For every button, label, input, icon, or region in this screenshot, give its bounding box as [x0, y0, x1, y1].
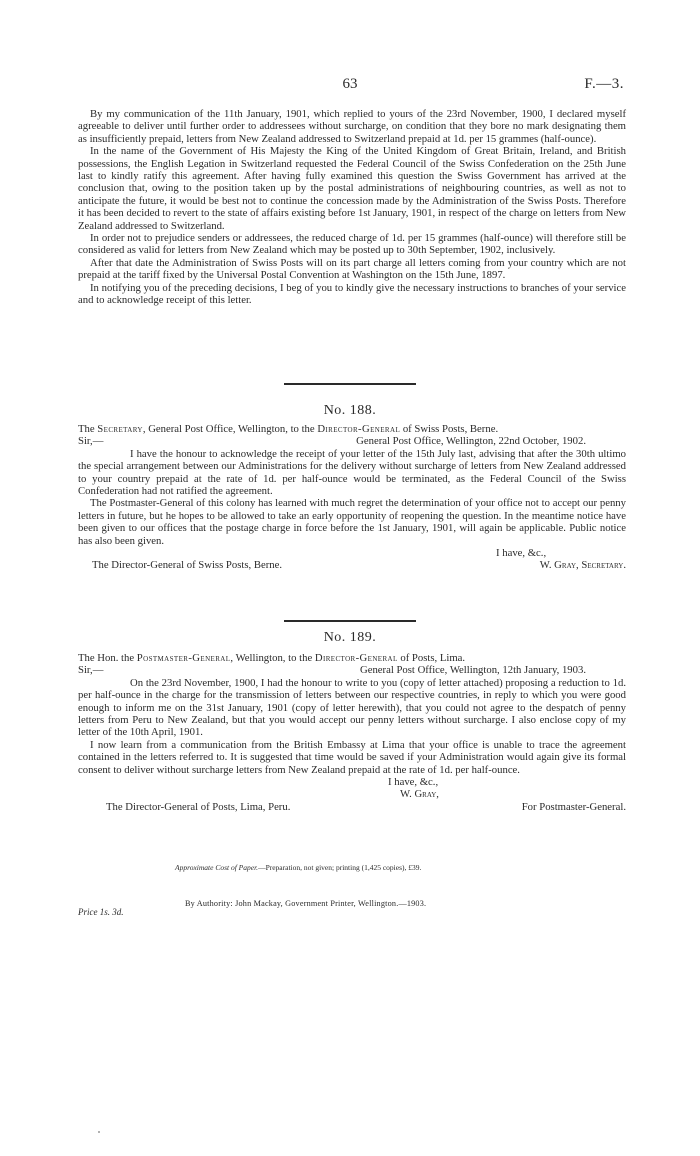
section-divider — [284, 383, 416, 385]
paragraph: On the 23rd November, 1900, I had the honour to write to you (copy of letter attached) proposing a reduction to 1d. per half-ounce in the charge for the transmission of letters between our respective countries, in reply to which you were good enough to inform me on the 31st January, 1901 (copy of letter herewith), that you could not agree to the despatch of penny letters from Peru to New Zealand, but that you would accept our penny letters without surcharge. I also enclose copy of my letter of the 10th April, 1901. — [78, 676, 626, 739]
paragraph: After that date the Administration of Swiss Posts will on its part charge all letters coming from your country which are not prepaid at the tariff fixed by the Universal Postal Convention at Washington on the 15th June, 1897. — [78, 256, 626, 282]
letter-address: The Secretary, General Post Office, Wellington, to the Director-General of Swiss Posts, Berne. — [78, 423, 499, 435]
salutation: Sir,— — [78, 664, 104, 677]
closing: I have, &c., — [388, 776, 439, 789]
paragraph: By my communication of the 11th January, 1901, which replied to yours of the 23rd November, 1900, I declared myself agreeable to deliver until further order to addressees without surcharge, on condition that they bore no mark designating them as insufficiently prepaid, letters from New Zealand addressed to Switzerland prepaid at 1d. per 15 grammes (half-ounce). — [78, 108, 626, 145]
paragraph: The Postmaster-General of this colony has learned with much regret the determination of your office not to accept our penny letters in future, but he hopes to be allowed to take an early opportunity of reopening the question. In the meantime notice have been given to our offices that the postage charge in force before the 1st January, 1901, will again be applicable. Public notice has also been given. — [78, 497, 626, 547]
section-divider — [284, 620, 416, 622]
salutation-line — [78, 435, 626, 447]
letter-188 — [78, 423, 626, 572]
recipient: The Director-General of Posts, Lima, Peru. — [106, 800, 291, 813]
printer-authority: By Authority: John Mackay, Government Printer, Wellington.—1903. — [185, 899, 427, 908]
paper-speck — [98, 1131, 100, 1133]
signature: W. Gray, Secretary. — [539, 559, 626, 572]
letter-number: No. 188. — [323, 403, 377, 418]
closing-line — [78, 776, 626, 788]
price: Price 1s. 3d. — [78, 907, 124, 917]
place-date: General Post Office, Wellington, 12th January, 1903. — [359, 664, 586, 677]
page-number: 63 — [342, 76, 358, 92]
signature-name-line — [78, 788, 626, 800]
paragraph: I now learn from a communication from the British Embassy at Lima that your office is unable to trace the agreement contained in the letters referred to. It is suggested that time would be saved if your Administration would again give its formal consent to deliver without surcharge letters from New Zealand prepaid at the rate of 1d. per half-ounce. — [78, 738, 626, 776]
recipient-line — [78, 559, 626, 571]
place-date: General Post Office, Wellington, 22nd October, 1902. — [356, 435, 586, 448]
recipient-line — [78, 801, 626, 813]
paragraph: In order not to prejudice senders or addressees, the reduced charge of 1d. per 15 grammes (half-ounce) will therefore still be considered as valid for letters from New Zealand which may be posted up to 30th September, 1902, inclusively. — [78, 232, 626, 257]
signature-role: For Postmaster-General. — [521, 800, 626, 813]
document-reference: F.—3. — [584, 76, 624, 92]
salutation: Sir,— — [78, 435, 104, 448]
paragraph: In the name of the Government of His Majesty the King of the United Kingdom of Great Britain, Ireland, and British possessions, the English Legation in Switzerland requested the Federal Council of the Swiss Confederation on the 25th June last to kindly ratify this agreement. After having fully examined this question the Swiss Government has arrived at the conclusion that, owing to the position taken up by the postal administrations of neighbouring countries, as well as not to anticipate the future, it would be best not to continue the concession made by the Administration of the Swiss Posts. Therefore it has been decided to revert to the state of affairs existing before 1st January, 1901, in respect of the charge on letters from New Zealand addressed to Switzerland. — [78, 145, 626, 232]
continued-letter — [78, 108, 626, 307]
letter-189 — [78, 652, 626, 813]
paragraph: In notifying you of the preceding decisions, I beg of you to kindly give the necessary instructions to branches of your service and to acknowledge receipt of this letter. — [78, 281, 626, 307]
paragraph: I have the honour to acknowledge the receipt of your letter of the 15th July last, advising that after the 30th ultimo the special arrangement between our Administrations for the delivery without surcharge of letters from New Zealand addressed to your country prepaid at the rate of 1d. per half-ounce would be terminated, as the Federal Council of the Swiss Confederation had not ratified the agreement. — [78, 447, 626, 498]
closing: I have, &c., — [496, 547, 547, 560]
letter-number: No. 189. — [323, 630, 377, 645]
recipient: The Director-General of Swiss Posts, Berne. — [92, 559, 283, 572]
closing-line — [78, 547, 626, 559]
cost-note: Approximate Cost of Paper.—Preparation, not given; printing (1,425 copies), £39. — [175, 863, 422, 872]
signature-name: W. Gray, — [400, 788, 439, 801]
letter-address: The Hon. the Postmaster-General, Wellington, to the Director-General of Posts, Lima. — [78, 652, 466, 664]
salutation-line — [78, 664, 626, 676]
